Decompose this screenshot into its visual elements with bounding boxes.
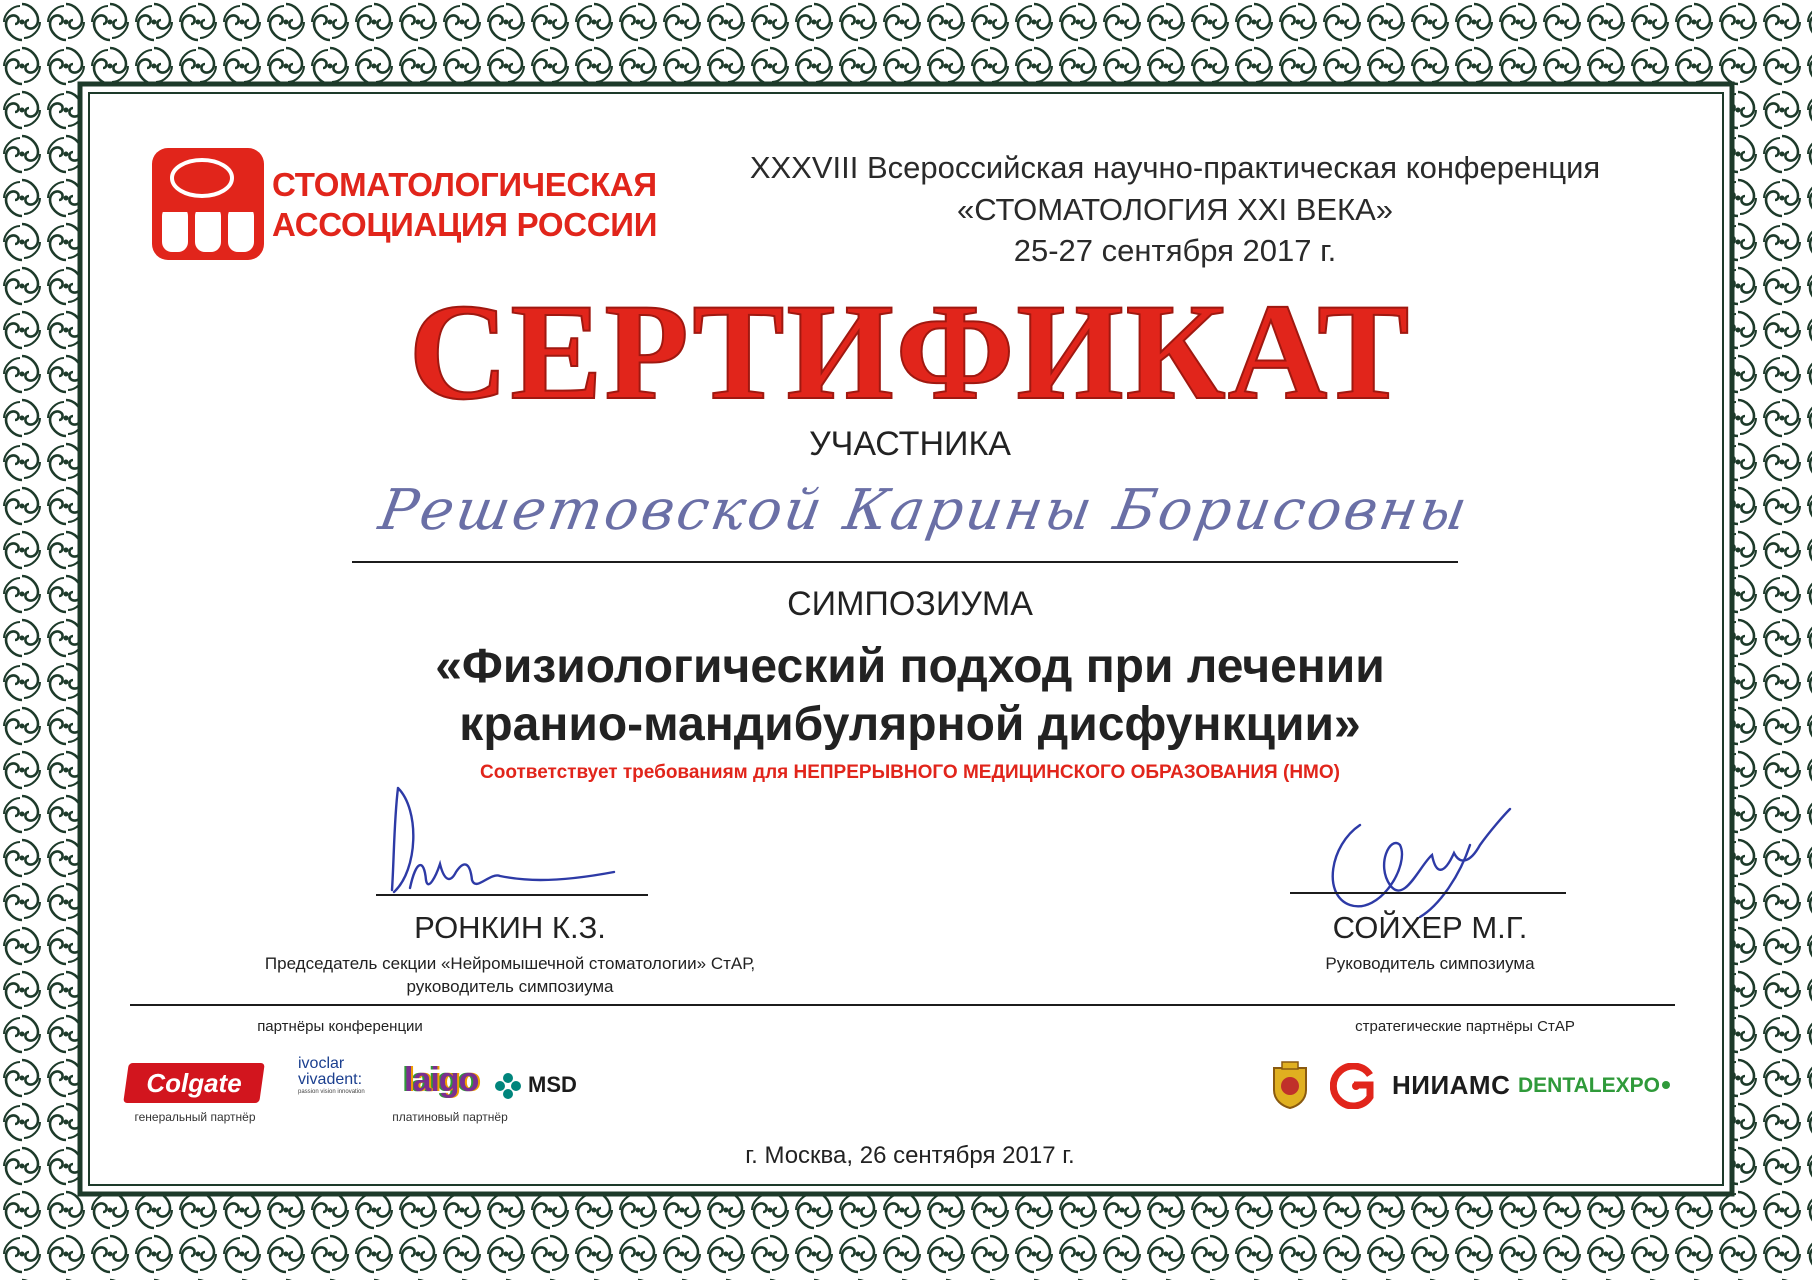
signatory-name-left: РОНКИН К.З.	[414, 910, 606, 945]
dentalexpo-dot-icon	[1662, 1081, 1670, 1089]
certificate-title	[340, 270, 1480, 430]
laigo-logo	[404, 1060, 484, 1100]
signature-line-right	[1290, 892, 1566, 894]
participant-name-handwritten: Решетовской Карины Борисовны	[374, 478, 1475, 543]
msd-logo-text: MSD	[528, 1072, 577, 1097]
ivoclar-line1: ivoclar	[298, 1055, 345, 1072]
participant-label: УЧАСТНИКА	[809, 425, 1011, 463]
certificate-title-text: СЕРТИФИКАТ	[408, 275, 1412, 428]
participant-underline	[352, 561, 1458, 563]
ivoclar-tagline: passion vision innovation	[298, 1089, 365, 1095]
g-emblem-icon	[1330, 1063, 1376, 1109]
emblem-crest-icon	[1268, 1060, 1312, 1110]
conference-theme: «СТОМАТОЛОГИЯ XXI ВЕКА»	[956, 192, 1394, 227]
laigo-logo-text: laigo	[404, 1061, 479, 1099]
symposium-label: СИМПОЗИУМА	[787, 585, 1033, 623]
signatory-role-right: Руководитель симпозиума	[1325, 954, 1535, 973]
star-logo	[152, 148, 264, 260]
colgate-logo	[123, 1063, 265, 1103]
colgate-logo-text: Colgate	[146, 1068, 242, 1098]
signatory-name-right: СОЙХЕР М.Г.	[1332, 910, 1528, 945]
dentalexpo-logo: DENTALEXPO	[1518, 1074, 1660, 1097]
niiams-logo: НИИАМС	[1392, 1070, 1511, 1100]
colgate-caption: генеральный партнёр	[134, 1110, 256, 1124]
symposium-title-line1: «Физиологический подход при лечении	[435, 640, 1385, 693]
signatory-role-left-line2: руководитель симпозиума	[406, 977, 614, 996]
signature-right	[1320, 805, 1520, 925]
strategic-partners-heading: стратегические партнёры СтАР	[1355, 1018, 1575, 1035]
conference-partners-heading: партнёры конференции	[257, 1018, 423, 1035]
msd-logo	[494, 1070, 584, 1100]
organization-name-line1: СТОМАТОЛОГИЧЕСКАЯ	[272, 166, 657, 203]
footer-divider	[130, 1004, 1675, 1006]
nmo-compliance-note: Соответствует требованиям для НЕПРЕРЫВНОГО МЕДИЦИНСКОГО ОБРАЗОВАНИЯ (НМО)	[480, 762, 1340, 783]
organization-name	[272, 165, 657, 245]
conference-name: XXXVIII Всероссийская научно-практическая конференция	[749, 150, 1601, 185]
ivoclar-vivadent-logo	[298, 1056, 398, 1106]
symposium-title-line2: кранио-мандибулярной дисфункции»	[459, 698, 1361, 751]
organization-name-line2: АССОЦИАЦИЯ РОССИИ	[272, 206, 658, 243]
signature-left	[380, 780, 640, 910]
signatory-role-left	[190, 952, 830, 998]
msd-mark-icon	[494, 1072, 522, 1100]
signature-line-left	[376, 894, 648, 896]
laigo-caption: платиновый партнёр	[392, 1110, 508, 1124]
ivoclar-line2: vivadent:	[298, 1071, 363, 1088]
issue-place-date: г. Москва, 26 сентября 2017 г.	[745, 1142, 1075, 1169]
signatory-role-left-line1: Председатель секции «Нейромышечной стоматологии» СтАР,	[264, 954, 756, 973]
conference-dates: 25-27 сентября 2017 г.	[1013, 233, 1337, 268]
